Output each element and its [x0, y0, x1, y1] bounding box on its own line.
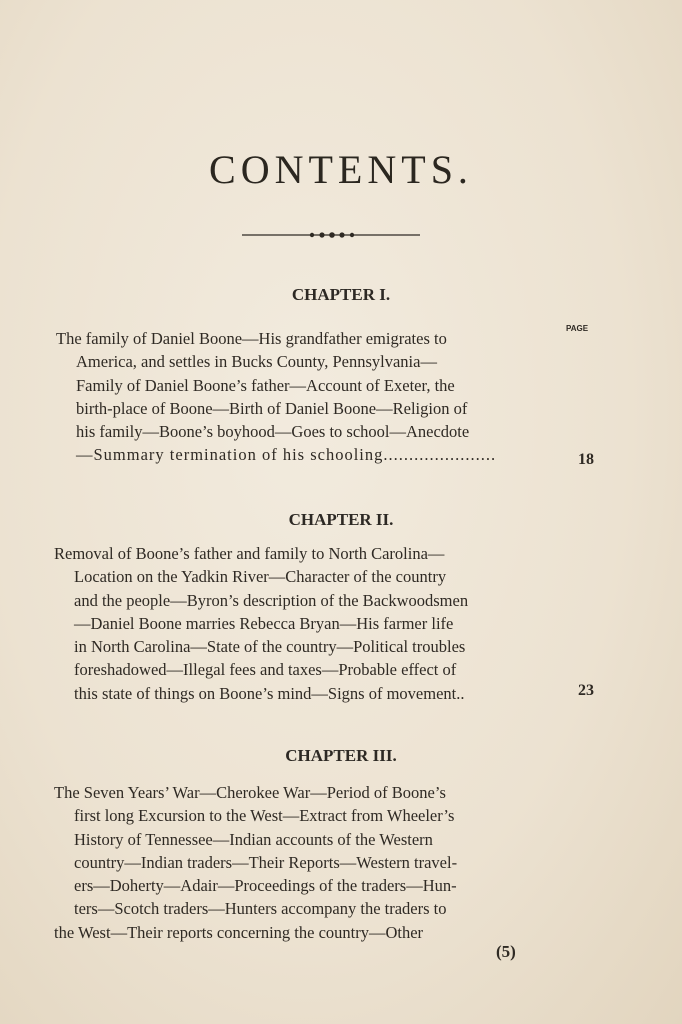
chapter-heading-1: CHAPTER I.: [291, 285, 391, 304]
page-column-label: PAGE: [566, 324, 589, 333]
summary-line: birth-place of Boone—Birth of Daniel Boone—Religion of: [76, 398, 468, 418]
summary-line: and the people—Byron’s description of the Backwoodsmen: [74, 590, 469, 610]
summary-line: his family—Boone’s boyhood—Goes to school—Anecdote: [76, 422, 470, 442]
summary-line: this state of things on Boone’s mind—Signs of movement..: [74, 683, 465, 703]
summary-line: History of Tennessee—Indian accounts of the Western: [74, 829, 433, 849]
summary-line: The family of Daniel Boone—His grandfather emigrates to: [56, 329, 447, 348]
summary-line: in North Carolina—State of the country—Political troubles: [74, 637, 466, 657]
summary-line: foreshadowed—Illegal fees and taxes—Probable effect of: [74, 660, 457, 680]
summary-line: the West—Their reports concerning the country—Other: [54, 922, 424, 942]
chapter-heading-3: CHAPTER III.: [285, 746, 397, 765]
chapter-1-summary: [56, 327, 562, 467]
summary-line: —Summary termination of his schooling......................: [76, 445, 497, 465]
folio-page-number: (5): [496, 942, 516, 961]
chapter-2-summary: [54, 542, 562, 705]
summary-line: The Seven Years’ War—Cherokee War—Period of Boone’s: [54, 783, 446, 802]
ornament-divider: [242, 229, 420, 241]
summary-line: ters—Scotch traders—Hunters accompany the traders to: [74, 899, 447, 919]
page-title: CONTENTS.: [209, 147, 473, 192]
chapter-2-page-number: 23: [578, 682, 594, 699]
summary-line: America, and settles in Bucks County, Pennsylvania—: [76, 352, 437, 372]
summary-line: first long Excursion to the West—Extract from Wheeler’s: [74, 806, 455, 826]
summary-line: Removal of Boone’s father and family to North Carolina—: [54, 544, 445, 563]
chapter-3-summary: [54, 781, 560, 944]
summary-line: ers—Doherty—Adair—Proceedings of the traders—Hun-: [74, 876, 457, 896]
summary-line: Location on the Yadkin River—Character of the country: [74, 567, 447, 587]
summary-line: country—Indian traders—Their Reports—Western travel-: [74, 852, 458, 872]
chapter-heading-2: CHAPTER II.: [288, 510, 394, 529]
chapter-1-page-number: 18: [578, 451, 594, 468]
summary-line: Family of Daniel Boone’s father—Account of Exeter, the: [76, 375, 455, 395]
summary-line: —Daniel Boone marries Rebecca Bryan—His farmer life: [74, 613, 454, 633]
